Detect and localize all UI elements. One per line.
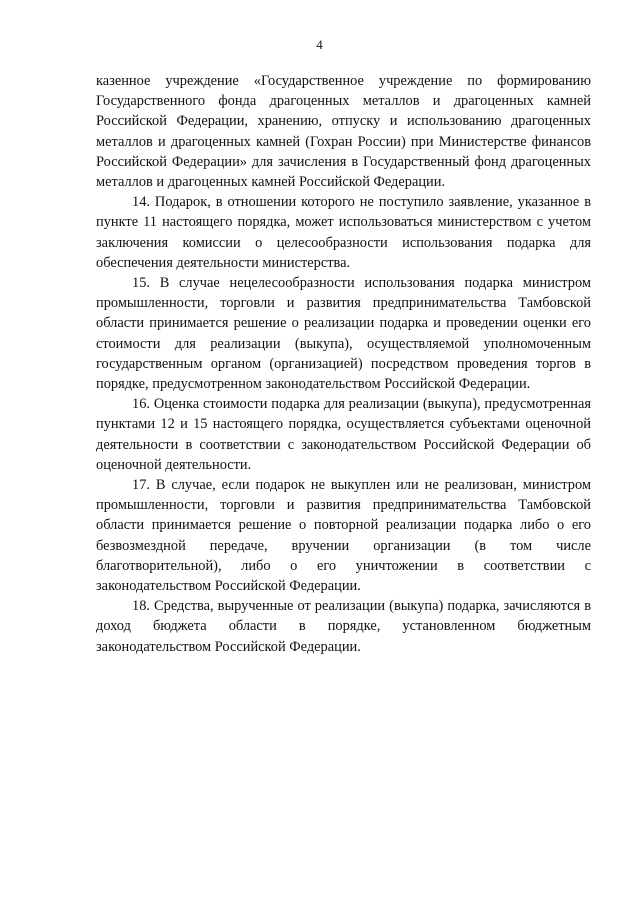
paragraph-continuation: казенное учреждение «Государственное учреждение по формированию Государственного фонда драгоценных металлов и драгоценных камней Российской Федерации, хранению, отпуску и использованию драгоценных металлов и драгоценных камней (Гохран России) при Министерстве финансов Российской Федерации» для зачисления в Государственный фонд драгоценных металлов и драгоценных камней Российской Федерации. [96,73,591,191]
paragraph-14: 14. Подарок, в отношении которого не поступило заявление, указанное в пункте 11 настоящего порядка, может использоваться министерством с учетом заключения комиссии о целесообразности использования подарка для обеспечения деятельности министерства. [96,194,591,271]
page-number: 4 [316,37,323,52]
paragraph-18: 18. Средства, вырученные от реализации (выкупа) подарка, зачисляются в доход бюджета области в порядке, установленном бюджетным законодательством Российской Федерации. [96,598,591,655]
paragraph-15: 15. В случае нецелесообразности использования подарка министром промышленности, торговли и развития предпринимательства Тамбовской области принимается решение о реализации подарка и проведении оценки его стоимости для реализации (выкупа), осуществляемой уполномоченным государственным органом (организацией) посредством проведения торгов в порядке, предусмотренном законодательством Российской Федерации. [96,275,591,393]
paragraph-17: 17. В случае, если подарок не выкуплен или не реализован, министром промышленности, торговли и развития предпринимательства Тамбовской области принимается решение о повторной реализации подарка либо о его безвозмездной передаче, вручении организации (в том числе благотворительной), либо о его уничтожении в соответствии с законодательством Российской Федерации. [96,477,591,595]
paragraph-16: 16. Оценка стоимости подарка для реализации (выкупа), предусмотренная пунктами 12 и 15 настоящего порядка, осуществляется субъектами оценочной деятельности в соответствии с законодательством Российской Федерации об оценочной деятельности. [96,396,591,473]
document-body [96,71,591,657]
